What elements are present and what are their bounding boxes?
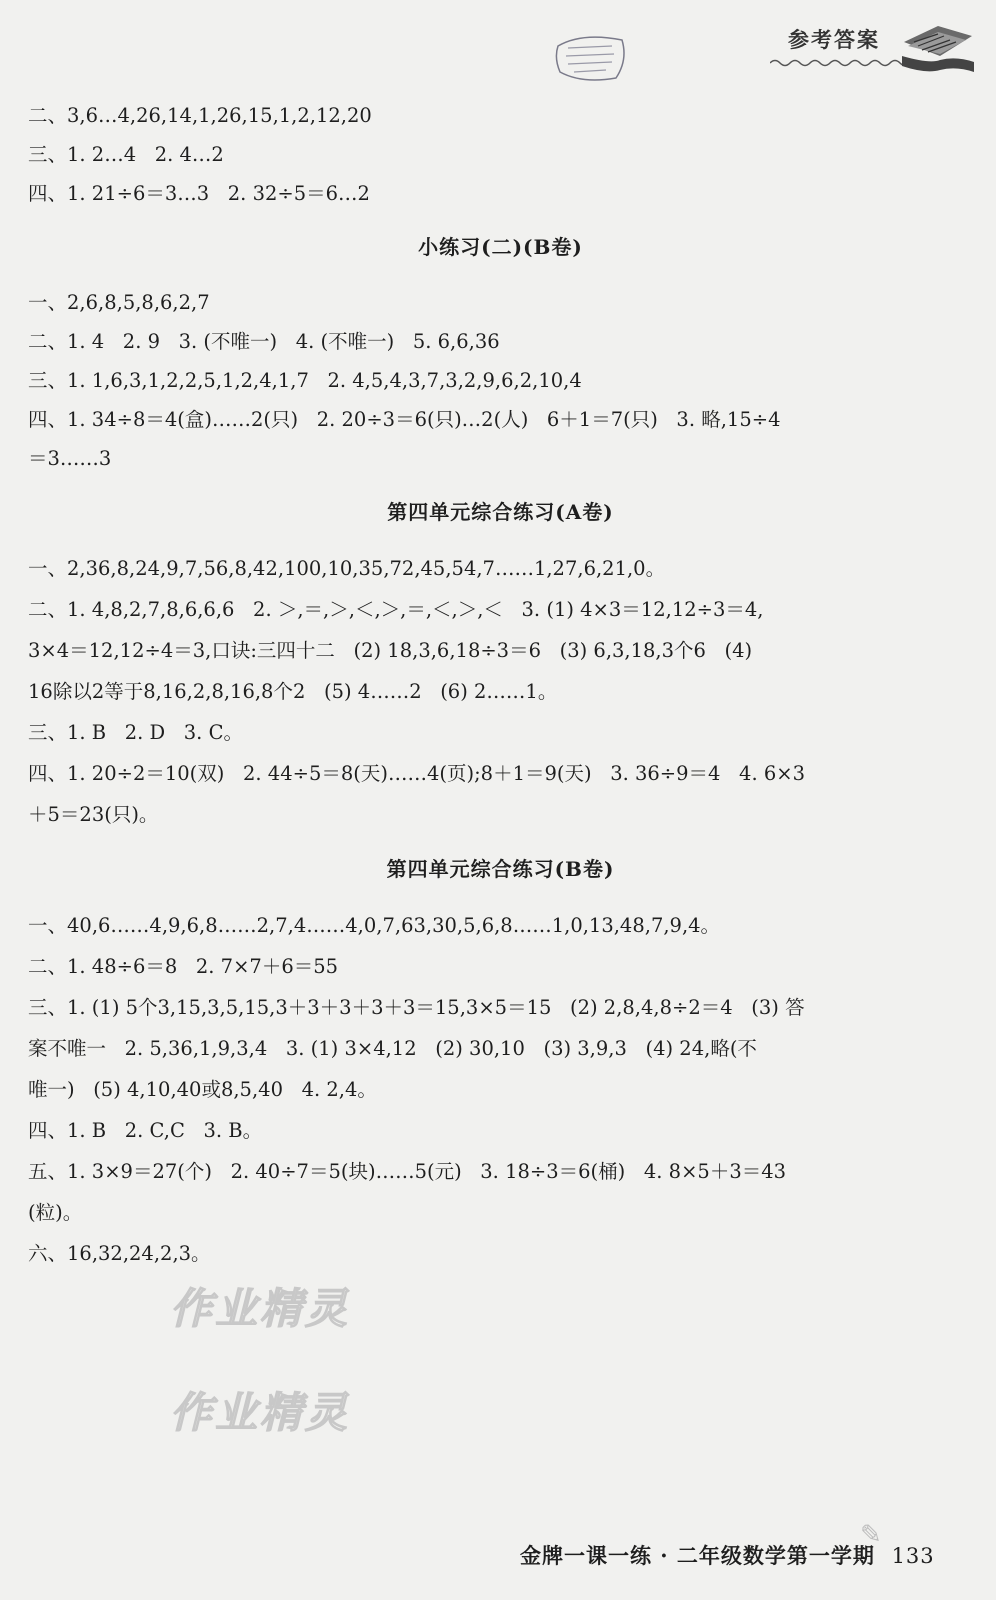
answer-line: 六、16,32,24,2,3。 [28,1242,211,1265]
header-label: 参考答案 [788,27,880,52]
answer-line: 一、2,36,8,24,9,7,56,8,42,100,10,35,72,45,54,7……1,27,6,21,0。 [28,557,666,580]
answer-line: ＝3……3 [28,447,112,470]
answer-line: ＋5＝23(只)。 [28,803,159,826]
answer-line: 16除以2等于8,16,2,8,16,8个2 (5) 4……2 (6) 2……1。 [28,680,558,703]
section-title: 第四单元综合练习(A卷) [387,500,614,524]
answer-line: 一、40,6……4,9,6,8……2,7,4……4,0,7,63,30,5,6,8……1,0,13,48,7,9,4。 [28,914,721,937]
answer-line: 三、1. 2…4 2. 4…2 [28,143,224,166]
watermark-text: 作业精灵 [170,1284,351,1333]
answer-line: 二、1. 48÷6＝8 2. 7×7＋6＝55 [28,955,339,978]
answer-line: 二、1. 4 2. 9 3. (不唯一) 4. (不唯一) 5. 6,6,36 [28,330,500,353]
section-title: 第四单元综合练习(B卷) [386,857,615,881]
section-title: 小练习(二)(B卷) [418,235,583,259]
section-unit4-b [28,849,973,1274]
answer-line: 二、3,6…4,26,14,1,26,15,1,2,12,20 [28,104,372,127]
answer-line: 3×4＝12,12÷4＝3,口诀:三四十二 (2) 18,3,6,18÷3＝6 (3) 6,3,18,3个6 (4) [28,639,753,662]
open-book-icon [900,12,976,78]
answer-line: (粒)。 [28,1201,83,1224]
answer-line: 四、1. 21÷6＝3…3 2. 32÷5＝6…2 [28,182,370,205]
page-number: 133 [891,1544,935,1568]
answer-line: 唯一) (5) 4,10,40或8,5,40 4. 2,4。 [28,1078,377,1101]
answer-line: 二、1. 4,8,2,7,8,6,6,6 2. ＞,＝,＞,＜,＞,＝,＜,＞,＜ 3. (1) 4×3＝12,12÷3＝4, [28,598,764,621]
answer-content [28,96,973,1274]
answer-line: 案不唯一 2. 5,36,1,9,3,4 3. (1) 3×4,12 (2) 30,10 (3) 3,9,3 (4) 24,略(不 [28,1037,757,1060]
answer-line: 四、1. 34÷8＝4(盒)……2(只) 2. 20÷3＝6(只)…2(人) 6＋1＝7(只) 3. 略,15÷4 [28,408,781,431]
answer-line: 五、1. 3×9＝27(个) 2. 40÷7＝5(块)……5(元) 3. 18÷3＝6(桶) 4. 8×5＋3＝43 [28,1160,787,1183]
corner-logo-icon: ✎ [860,1520,882,1550]
watermark-text: 作业精灵 [170,1388,351,1437]
section-practice-2b [28,227,973,478]
footer-book-title: 金牌一课一练 · 二年级数学第一学期 [520,1543,875,1568]
answer-line: 三、1. B 2. D 3. C。 [28,721,243,744]
stamp-seal-icon [552,30,630,84]
block-1 [28,96,973,213]
answer-line: 三、1. (1) 5个3,15,3,5,15,3＋3＋3＋3＋3＝15,3×5＝15 (2) 2,8,4,8÷2＝4 (3) 答 [28,996,805,1019]
answer-line: 四、1. B 2. C,C 3. B。 [28,1119,263,1142]
section-unit4-a [28,492,973,835]
answer-line: 三、1. 1,6,3,1,2,2,5,1,2,4,1,7 2. 4,5,4,3,7,3,2,9,6,2,10,4 [28,369,582,392]
header-wavy-underline [770,58,920,68]
answer-line: 四、1. 20÷2＝10(双) 2. 44÷5＝8(天)……4(页);8＋1＝9(天) 3. 36÷9＝4 4. 6×3 [28,762,806,785]
answer-line: 一、2,6,8,5,8,6,2,7 [28,291,210,314]
